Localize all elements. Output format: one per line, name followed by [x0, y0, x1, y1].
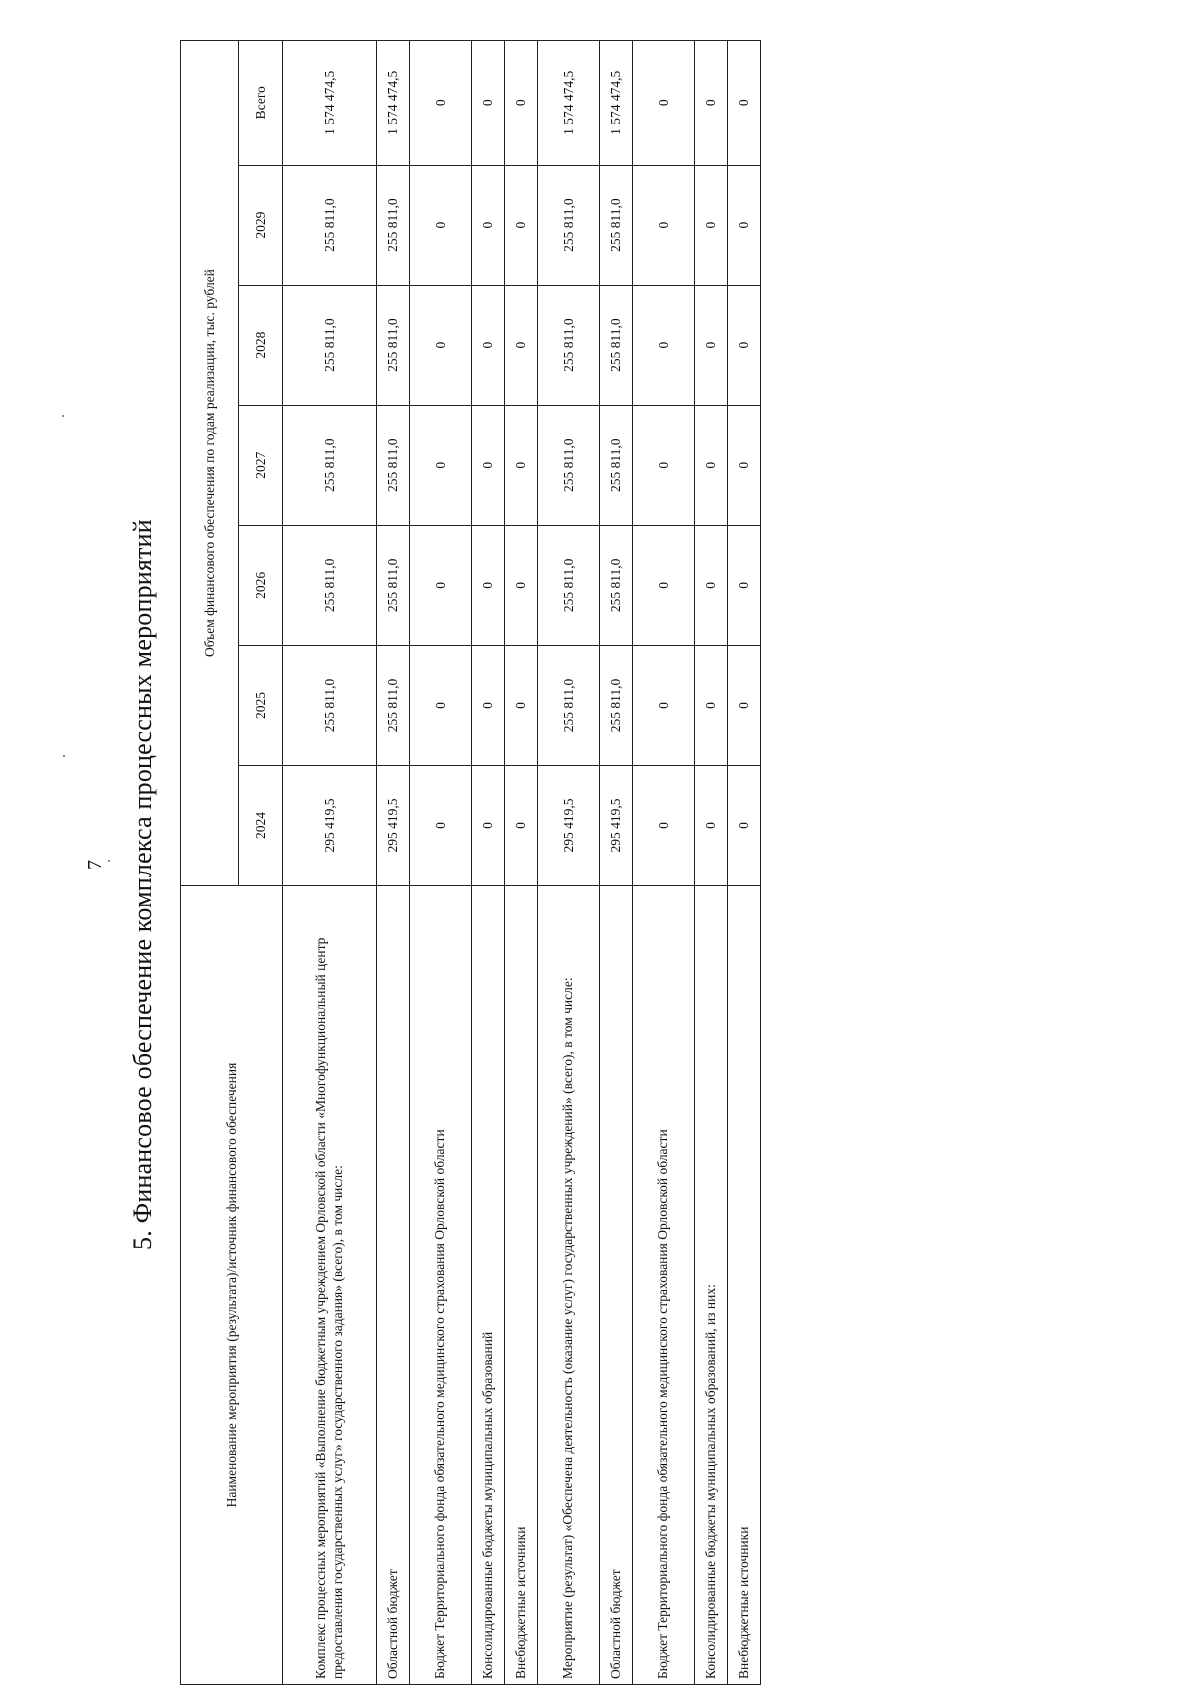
year-value: 255 811,0	[377, 165, 410, 285]
year-value: 0	[633, 765, 695, 885]
year-value: 0	[695, 765, 728, 885]
financing-table	[180, 40, 761, 1685]
table-row	[472, 41, 505, 1685]
year-value: 295 419,5	[600, 765, 633, 885]
year-value: 0	[728, 645, 761, 765]
year-value: 0	[472, 165, 505, 285]
year-value: 0	[633, 645, 695, 765]
year-value: 0	[505, 645, 538, 765]
year-value: 0	[728, 525, 761, 645]
year-value: 0	[633, 405, 695, 525]
header-name: Наименование мероприятия (результата)/источник финансового обеспечения	[181, 886, 283, 1685]
year-value: 255 811,0	[283, 525, 377, 645]
table-row	[377, 41, 410, 1685]
table-row	[695, 41, 728, 1685]
year-value: 0	[633, 285, 695, 405]
total-value: 0	[410, 41, 472, 166]
scan-speck	[108, 860, 110, 862]
year-value: 0	[410, 285, 472, 405]
header-volume: Объем финансового обеспечения по годам реализации, тыс. рублей	[181, 41, 239, 886]
year-value: 0	[505, 405, 538, 525]
year-value: 255 811,0	[600, 525, 633, 645]
total-value: 0	[633, 41, 695, 166]
year-value: 255 811,0	[283, 285, 377, 405]
year-value: 0	[695, 405, 728, 525]
year-value: 0	[472, 285, 505, 405]
year-value: 255 811,0	[538, 645, 600, 765]
year-value: 0	[505, 765, 538, 885]
year-value: 255 811,0	[377, 525, 410, 645]
year-value: 255 811,0	[377, 285, 410, 405]
year-value: 0	[410, 525, 472, 645]
year-value: 255 811,0	[600, 405, 633, 525]
total-value: 1 574 474,5	[377, 41, 410, 166]
year-value: 0	[472, 525, 505, 645]
table-row	[633, 41, 695, 1685]
row-name: Внебюджетные источники	[505, 886, 538, 1685]
header-year: 2027	[239, 405, 283, 525]
row-name: Областной бюджет	[600, 886, 633, 1685]
header-year: 2025	[239, 645, 283, 765]
year-value: 0	[695, 525, 728, 645]
row-name: Мероприятие (результат) «Обеспечена деятельность (оказание услуг) государственных учреждений» (всего), в том числе:	[538, 886, 600, 1685]
year-value: 0	[728, 405, 761, 525]
year-value: 255 811,0	[538, 405, 600, 525]
year-value: 255 811,0	[538, 165, 600, 285]
year-value: 0	[410, 165, 472, 285]
year-value: 295 419,5	[377, 765, 410, 885]
header-year: 2029	[239, 165, 283, 285]
row-name: Комплекс процессных мероприятий «Выполнение бюджетным учреждением Орловской области «Многофункциональный центр предоставления государственных услуг» государственного задания» (всего), в том числе:	[283, 886, 377, 1685]
year-value: 0	[728, 165, 761, 285]
total-value: 0	[472, 41, 505, 166]
total-value: 0	[505, 41, 538, 166]
year-value: 0	[472, 405, 505, 525]
total-value: 0	[728, 41, 761, 166]
year-value: 255 811,0	[283, 405, 377, 525]
row-name: Бюджет Территориального фонда обязательного медицинского страхования Орловской области	[633, 886, 695, 1685]
year-value: 0	[410, 765, 472, 885]
year-value: 255 811,0	[283, 645, 377, 765]
year-value: 295 419,5	[283, 765, 377, 885]
row-name: Бюджет Территориального фонда обязательного медицинского страхования Орловской области	[410, 886, 472, 1685]
year-value: 0	[695, 165, 728, 285]
row-name: Областной бюджет	[377, 886, 410, 1685]
total-value: 1 574 474,5	[600, 41, 633, 166]
page-number: 7	[84, 860, 106, 870]
section-title: 5. Финансовое обеспечение комплекса процессных мероприятий	[128, 519, 157, 1250]
year-value: 255 811,0	[600, 165, 633, 285]
row-name: Консолидированные бюджеты муниципальных образований, из них:	[695, 886, 728, 1685]
total-value: 1 574 474,5	[283, 41, 377, 166]
year-value: 255 811,0	[377, 645, 410, 765]
table-row	[505, 41, 538, 1685]
header-year: 2024	[239, 765, 283, 885]
year-value: 255 811,0	[377, 405, 410, 525]
scan-speck	[62, 415, 64, 417]
year-value: 0	[472, 645, 505, 765]
total-value: 1 574 474,5	[538, 41, 600, 166]
year-value: 0	[505, 285, 538, 405]
table-row	[600, 41, 633, 1685]
row-name: Внебюджетные источники	[728, 886, 761, 1685]
header-year: 2028	[239, 285, 283, 405]
year-value: 0	[633, 525, 695, 645]
year-value: 255 811,0	[283, 165, 377, 285]
table-row	[283, 41, 377, 1685]
year-value: 0	[695, 645, 728, 765]
year-value: 255 811,0	[538, 525, 600, 645]
scan-speck	[63, 755, 65, 757]
year-value: 295 419,5	[538, 765, 600, 885]
total-value: 0	[695, 41, 728, 166]
table-row	[728, 41, 761, 1685]
year-value: 0	[633, 165, 695, 285]
year-value: 255 811,0	[538, 285, 600, 405]
table-row	[538, 41, 600, 1685]
year-value: 0	[728, 285, 761, 405]
table-row	[410, 41, 472, 1685]
header-total: Всего	[239, 41, 283, 166]
financing-table-wrapper	[180, 40, 751, 1685]
year-value: 255 811,0	[600, 285, 633, 405]
year-value: 0	[505, 165, 538, 285]
header-year: 2026	[239, 525, 283, 645]
year-value: 255 811,0	[600, 645, 633, 765]
year-value: 0	[410, 405, 472, 525]
year-value: 0	[728, 765, 761, 885]
year-value: 0	[505, 525, 538, 645]
year-value: 0	[695, 285, 728, 405]
year-value: 0	[410, 645, 472, 765]
row-name: Консолидированные бюджеты муниципальных образований	[472, 886, 505, 1685]
year-value: 0	[472, 765, 505, 885]
